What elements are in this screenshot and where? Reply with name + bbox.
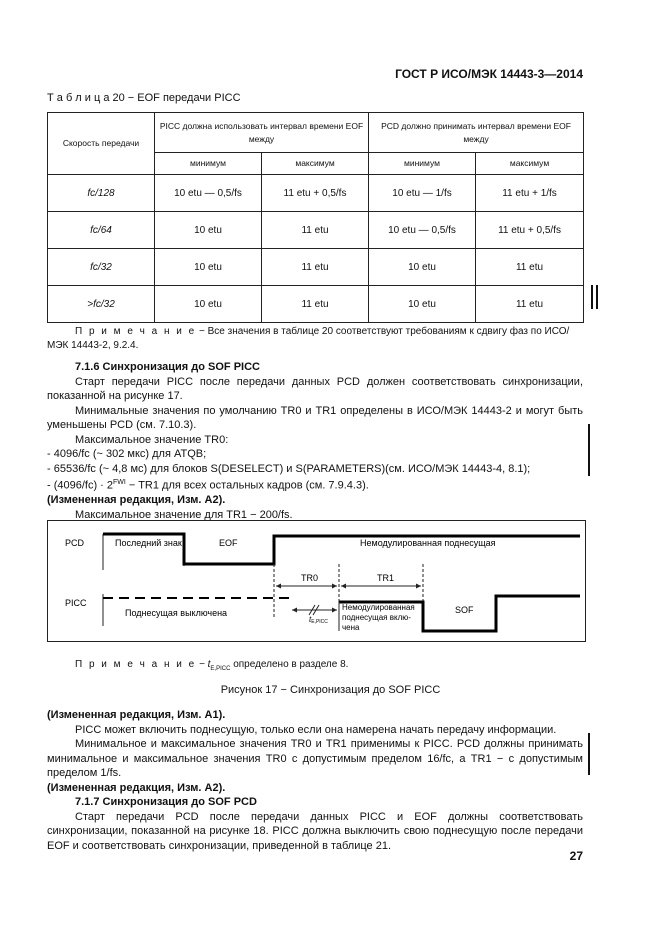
paragraph: PICC может включить поднесущую, только если она намерена начать передачу информации. <box>75 723 557 736</box>
cell-pcd-max: 11 etu + 1/fs <box>476 175 584 212</box>
header-pcd: PCD должно принимать интервал времени EOF между <box>369 113 584 153</box>
page-number: 27 <box>569 849 583 863</box>
cell-picc-min: 10 etu <box>155 249 262 286</box>
cell-speed: fc/128 <box>48 175 155 212</box>
change-bar <box>596 285 598 309</box>
cell-pcd-min: 10 etu — 0,5/fs <box>369 212 476 249</box>
cell-picc-min: 10 etu <box>155 212 262 249</box>
pcd-label: PCD <box>65 538 85 548</box>
table-note <box>47 325 583 353</box>
list-text: − TR1 для всех остальных кадров (см. 7.9.4.3). <box>125 479 369 492</box>
unmod-on-label-1: Немодулированная <box>342 603 415 612</box>
timing-diagram <box>47 520 587 642</box>
tr0-label: TR0 <box>301 573 319 583</box>
cell-speed: >fc/32 <box>48 286 155 323</box>
cell-picc-max: 11 etu <box>262 249 369 286</box>
header-picc-max: максимум <box>262 153 369 175</box>
note-subscript: E,PICC <box>210 666 231 672</box>
eof-label: EOF <box>219 538 238 548</box>
note-label: П р и м е ч а н и е <box>75 326 197 337</box>
header-picc-min: минимум <box>155 153 262 175</box>
list-item <box>47 476 583 493</box>
edit-note: (Измененная редакция, Изм. А2). <box>47 494 226 507</box>
cell-picc-min: 10 etu — 0,5/fs <box>155 175 262 212</box>
cell-speed: fc/64 <box>48 212 155 249</box>
section-after-figure <box>47 708 583 853</box>
picc-label: PICC <box>65 598 87 608</box>
list-text: - (4096/fc) · 2 <box>47 479 114 492</box>
header-speed: Скорость передачи <box>48 113 155 175</box>
list-item: - 4096/fc (~ 302 мкс) для ATQB; <box>47 448 207 460</box>
document-header: ГОСТ Р ИСО/МЭК 14443-3—2014 <box>395 67 583 81</box>
table-caption: Т а б л и ц а 20 − EOF передачи PICC <box>47 92 241 104</box>
tr1-label: TR1 <box>377 573 395 583</box>
table-row <box>48 249 584 286</box>
eof-table <box>47 112 584 323</box>
cell-pcd-min: 10 etu — 1/fs <box>369 175 476 212</box>
cell-pcd-max: 11 etu + 0,5/fs <box>476 212 584 249</box>
cell-picc-min: 10 etu <box>155 286 262 323</box>
note-text: определено в разделе 8. <box>230 659 349 670</box>
unmod-on-label-3: чена <box>342 623 360 632</box>
last-char-label: Последний знак <box>115 538 182 548</box>
edit-note: (Измененная редакция, Изм. А1). <box>47 709 226 721</box>
cell-picc-max: 11 etu <box>262 212 369 249</box>
change-bar <box>588 424 590 476</box>
cell-picc-max: 11 etu + 0,5/fs <box>262 175 369 212</box>
section-heading: 7.1.7 Синхронизация до SOF PCD <box>75 796 257 808</box>
paragraph: Минимальные значения по умолчанию TR0 и TR1 определены в ИСО/МЭК 14443-2 и могут быть уменьшены PCD (см. 7.10.3). <box>47 404 583 431</box>
figure-note <box>47 658 348 676</box>
change-bar <box>591 285 593 309</box>
cell-pcd-min: 10 etu <box>369 286 476 323</box>
section-heading: 7.1.6 Синхронизация до SOF PICC <box>75 361 260 373</box>
paragraph: Максимальное значение TR0: <box>75 433 229 446</box>
paragraph: Старт передачи PICC после передачи данных PCD должен соответствовать синхронизации, показанной на рисунке 17. <box>47 375 583 402</box>
section-7-1-6 <box>47 360 583 522</box>
table-row <box>48 286 584 323</box>
unmod-on-label-2: поднесущая вклю- <box>342 613 411 622</box>
change-bar <box>588 733 590 775</box>
note-text: − Все значения в таблице 20 соответствуют требованиям к сдвигу фаз по ИСО/МЭК 14443-2, 9.2.4. <box>47 326 570 351</box>
edit-note: (Измененная редакция, Изм. А2). <box>47 781 226 794</box>
cell-speed: fc/32 <box>48 249 155 286</box>
unmod-carrier-label: Немодулированная поднесущая <box>360 538 496 548</box>
paragraph: Максимальное значение для TR1 − 200/fs. <box>75 508 293 521</box>
sof-label: SOF <box>455 605 474 615</box>
table-row <box>48 212 584 249</box>
cell-pcd-max: 11 etu <box>476 286 584 323</box>
paragraph: Старт передачи PCD после передачи данных PICC и EOF должны соответствовать синхронизации, показанной на рисунке 18. PICC должна выключить свою поднесущую после передачи EOF и соответствовать синхронизации, приведенной в таблице 21. <box>47 810 583 852</box>
header-picc: PICC должна использовать интервал времени EOF между <box>155 113 369 153</box>
list-item: - 65536/fc (~ 4,8 мс) для блоков S(DESELECT) и S(PARAMETERS)(см. ИСО/МЭК 14443-4, 8.1); <box>47 462 531 475</box>
note-text: − t <box>196 659 211 670</box>
superscript: FWI <box>113 479 126 486</box>
sub-off-label: Поднесущая выключена <box>125 608 228 618</box>
header-pcd-max: максимум <box>476 153 584 175</box>
paragraph: Минимальное и максимальное значения TR0 и TR1 применимы к PICC. PCD должны принимать минимальное и максимальное значения TR0 с допустимым пределом 16/fc, а TR1 − с допустимым пределом 1/fs. <box>47 738 583 779</box>
cell-picc-max: 11 etu <box>262 286 369 323</box>
header-pcd-min: минимум <box>369 153 476 175</box>
table-row <box>48 175 584 212</box>
figure-caption: Рисунок 17 − Синхронизация до SOF PICC <box>220 684 441 696</box>
note-label: П р и м е ч а н и е <box>75 659 197 670</box>
tepicc-label: tE,PICC <box>309 615 328 625</box>
cell-pcd-max: 11 etu <box>476 249 584 286</box>
cell-pcd-min: 10 etu <box>369 249 476 286</box>
